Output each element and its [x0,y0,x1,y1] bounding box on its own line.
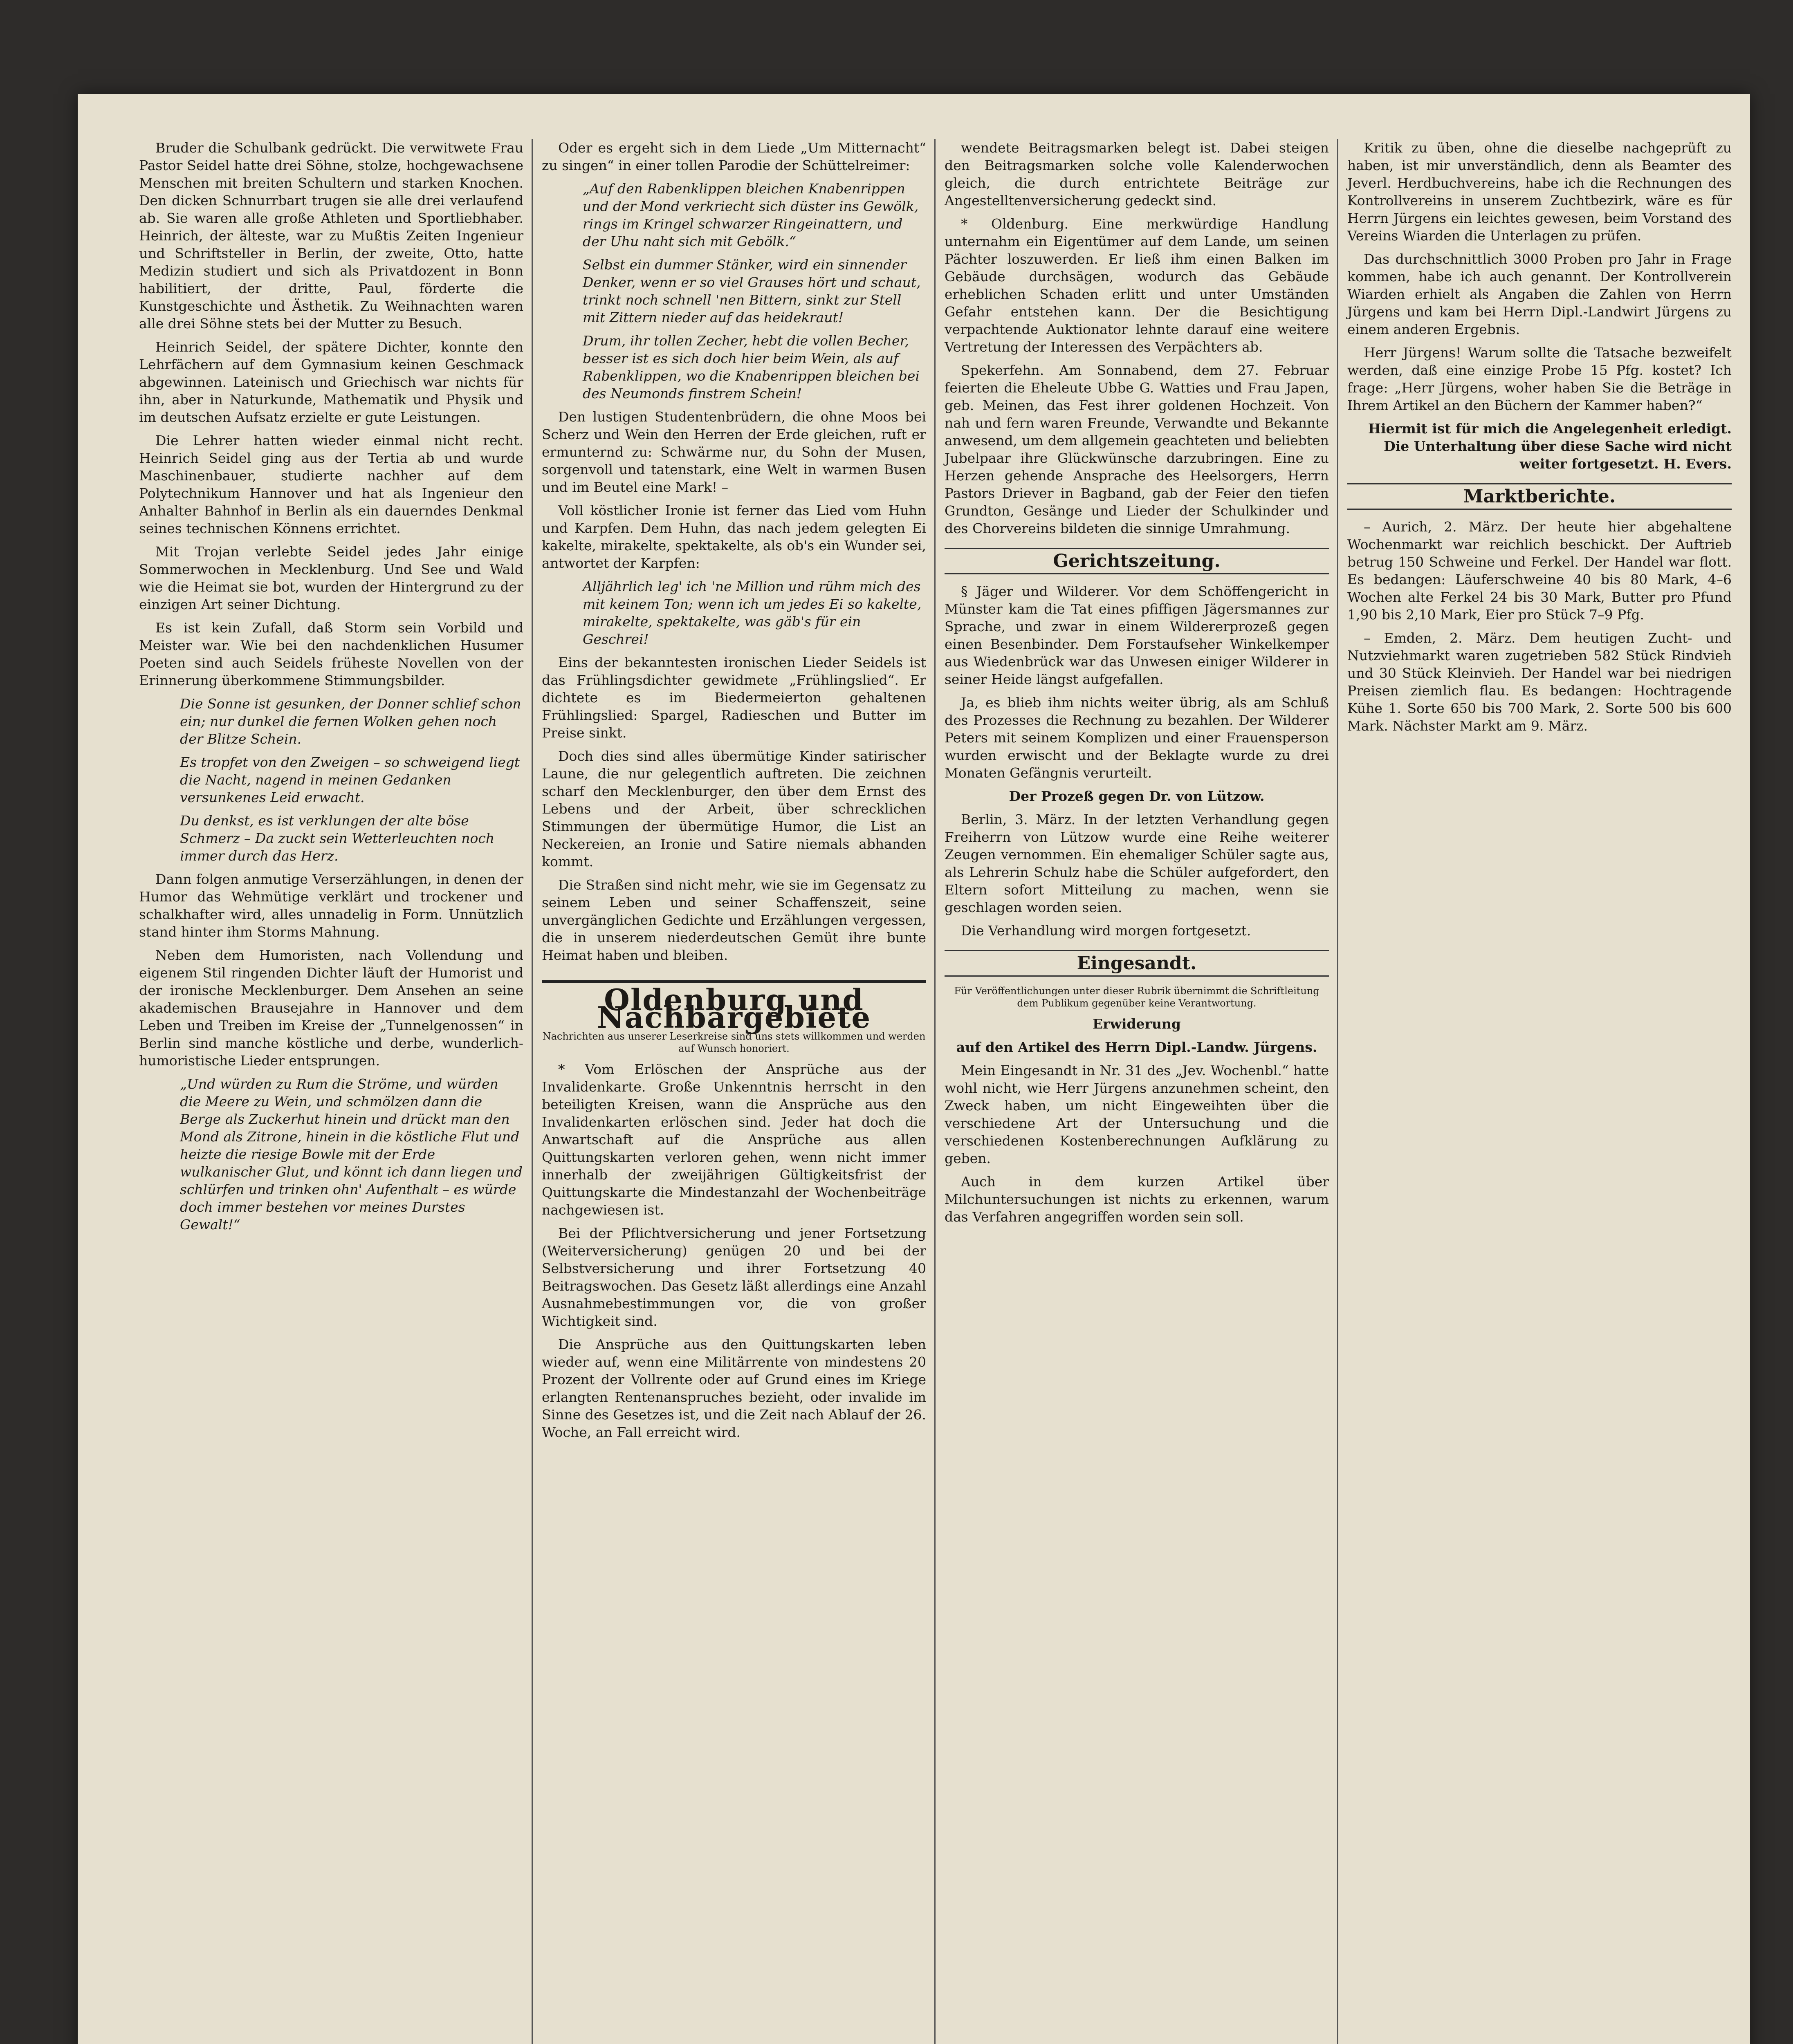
paragraph: – Emden, 2. März. Dem heutigen Zucht- und Nutzviehmarkt waren zugetrieben 582 Stück Rindvieh und 30 Stück Kleinvieh. Der Handel war bei niedrigen Preisen ziemlich flau. Es bedangen: Hochtragende Kühe 1. Sorte 650 bis 700 Mark, 2. Sorte 500 bis 600 Mark. Nächster Markt am 9. März. [1347,630,1732,734]
paragraph: Voll köstlicher Ironie ist ferner das Lied vom Huhn und Karpfen. Dem Huhn, das nach jedem gelegten Ei kakelte, mirakelte, spektakelte, als ob's ein Wunder sei, antwortet der Karpfen: [542,502,926,571]
column-1 [139,139,523,1239]
paragraph: Bruder die Schulbank gedrückt. Die verwitwete Frau Pastor Seidel hatte drei Söhne, stolze, hochgewachsene Menschen mit breiten Schultern und starken Knochen. Den dicken Schnurrbart trugen sie alle drei verlaufend ab. Sie waren alle große Athleten und Sportliebhaber. Heinrich, der älteste, war zu Mußtis Zeiten Ingenieur und Schriftsteller in Berlin, der zweite, Otto, hatte Medizin studiert und sich als Privatdozent in Bonn habilitiert, der dritte, Paul, förderte die Kunstgeschichte und Ästhetik. Zu Weihnachten waren alle drei Söhne stets bei der Mutter zu Besuch. [139,140,523,332]
paragraph: Neben dem Humoristen, nach Vollendung und eigenem Stil ringenden Dichter läuft der Humorist und der ironische Mecklenburger. Dem Ansehen an seine akademischen Brausejahre in Hannover und dem Leben und Treiben im Kreise der „Tunnelgenossen“ in Berlin sind manche köstliche und derbe, wunderlich-humoristische Lieder entsprungen. [139,947,523,1069]
paragraph: Die Verhandlung wird morgen fortgesetzt. [961,923,1251,939]
paragraph: Herr Jürgens! Warum sollte die Tatsache bezweifelt werden, daß eine einzige Probe 15 Pfg. kostet? Ich frage: „Herr Jürgens, woher haben Sie die Beträge in Ihrem Artikel an den Büchern der Kammer haben?“ [1347,345,1732,413]
section-heading: Marktberichte. [1347,483,1732,510]
poem-stanza: Alljährlich leg' ich 'ne Million und rühm mich des mit keinem Ton; wenn ich um jedes Ei so kakelte, mirakelte, spektakelte, was gäb's für ein Geschrei! [583,578,922,647]
section-note: Für Veröffentlichungen unter dieser Rubrik übernimmt die Schriftleitung dem Publikum gegenüber keine Verantwortung. [954,985,1320,1009]
paragraph: Den lustigen Studentenbrüdern, die ohne Moos bei Scherz und Wein den Herren der Erde gleichen, ruft er ermunternd zu: Schwärme nur, du Sohn der Musen, sorgenvoll und tatenstark, eine Welt in warmen Busen und im Beutel eine Mark! – [542,409,926,495]
section-note: Nachrichten aus unserer Leserkreise sind uns stets willkommen und werden auf Wunsch honoriert. [542,1031,926,1054]
paragraph: Berlin, 3. März. In der letzten Verhandlung gegen Freiherrn von Lützow wurde eine Reihe weiterer Zeugen vernommen. Ein ehemaliger Schüler sagte aus, als Lehrerin Schulz habe die Schüler aufgefordert, den Eltern sofort Mitteilung zu machen, wenn sie geschlagen worden seien. [945,811,1329,915]
paragraph: – Aurich, 2. März. Der heute hier abgehaltene Wochenmarkt war reichlich beschickt. Der Auftrieb betrug 150 Schweine und Ferkel. Der Handel war flott. Es bedangen: Läuferschweine 40 bis 80 Mark, 4–6 Wochen alte Ferkel 24 bis 30 Mark, Butter pro Pfund 1,90 bis 2,10 Mark, Eier pro Stück 7–9 Pfg. [1347,519,1732,623]
paragraph: Dann folgen anmutige Verserzählungen, in denen der Humor das Wehmütige verklärt und trockener und schalkhafter wird, alles unnadelig in Form. Unnützlich stand hinter ihm Storms Mahnung. [139,871,523,940]
column-rule [1337,139,1338,2044]
paragraph: Eins der bekanntesten ironischen Lieder Seidels ist das Frühlingsdichter gewidmete „Frühlingslied“. Er dichtete es im Biedermeierton gehaltenen Frühlingslied: Spargel, Radieschen und Butter im Preise sinkt. [542,654,926,741]
newspaper-page [78,94,1750,2044]
column-4 [1347,139,1732,740]
paragraph: * Oldenburg. Eine merkwürdige Handlung unternahm ein Eigentümer auf dem Lande, um seinen Pächter loszuwerden. Er ließ ihm einen Balken im Gebäude durchsägen, wodurch das Gebäude erheblichen Schaden erlitt und unter Umständen Gefahr entstehen kann. Der die Besichtigung verpachtende Auktionator lehnte darauf eine weitere Vertretung der Interessen des Verpächters ab. [945,216,1329,355]
column-rule [532,139,533,2044]
paragraph: Oder es ergeht sich in dem Liede „Um Mitternacht“ zu singen“ in einer tollen Parodie der Schüttelreimer: [542,140,926,173]
poem-stanza: Du denkst, es ist verklungen der alte böse Schmerz – Da zuckt sein Wetterleuchten noch immer durch das Herz. [180,813,495,864]
paragraph: Die Straßen sind nicht mehr, wie sie im Gegensatz zu seinem Leben und seiner Schaffenszeit, seine unvergänglichen Gedichte und Erzählungen vergessen, die in unserem niederdeutschen Gemüt ihre bunte Heimat haben und bleiben. [542,877,926,963]
paragraph: § Jäger und Wilderer. Vor dem Schöffengericht in Münster kam die Tat eines pfiffigen Jägersmannes zur Sprache, und zwar in einem Wildererprozeß gegen einen Besenbinder. Dem Forstaufseher Winkelkemper aus Wiedenbrück war das Unwesen einiger Wilderer in seiner Heide längst aufgefallen. [945,583,1329,687]
column-2 [542,139,926,1447]
paragraph: * Vom Erlöschen der Ansprüche aus der Invalidenkarte. Große Unkenntnis herrscht in den beteiligten Kreisen, wann die Ansprüche aus den Invalidenkarten erlöschen sind. Jeder hat doch die Anwartschaft auf die Ansprüche aus allen Quittungskarten verloren gehen, wenn nicht immer innerhalb der zweijährigen Gültigkeitsfrist der Quittungskarte die Mindestanzahl der Wochenbeiträge nachgewiesen ist. [542,1061,926,1218]
paragraph: Auch in dem kurzen Artikel über Milchuntersuchungen ist nichts zu erkennen, warum das Verfahren angegriffen worden sein soll. [945,1174,1329,1225]
poem-stanza: Drum, ihr tollen Zecher, hebt die vollen Becher, besser ist es sich doch hier beim Wein, als auf Rabenklippen, wo die Knabenrippen bleichen bei des Neumonds finstrem Schein! [583,333,920,401]
poem-stanza: Die Sonne ist gesunken, der Donner schlief schon ein; nur dunkel die fernen Wolken gehen noch der Blitze Schein. [180,696,521,747]
subheading: auf den Artikel des Herrn Dipl.-Landw. Jürgens. [956,1039,1317,1055]
signature-paragraph: Hiermit ist für mich die Angelegenheit erledigt. Die Unterhaltung über diese Sache wird nicht weiter fortgesetzt. H. Evers. [1368,421,1732,472]
poem-stanza: „Auf den Rabenklippen bleichen Knabenrippen und der Mond verkriecht sich düster ins Gewölk, rings im Kringel schwarzer Ringeinattern, und der Uhu naht sich mit Gebölk.“ [583,181,919,249]
paragraph: Die Lehrer hatten wieder einmal nicht recht. Heinrich Seidel ging aus der Tertia ab und wurde Maschinenbauer, studierte nachher auf dem Polytechnikum Hannover und hat als Ingenieur den Anhalter Bahnhof in Berlin als ein dauerndes Denkmal seines technischen Könnens errichtet. [139,433,523,536]
paragraph: Kritik zu üben, ohne die dieselbe nachgeprüft zu haben, ist mir unverständlich, denn als Beamter des Jeverl. Herdbuchvereins, habe ich die Rechnungen des Kontrollvereins in unserem Zuchtbezirk, wäre es für Herrn Jürgens ein leichtes gewesen, beim Vorstand des Vereins Wiarden die Unterlagen zu prüfen. [1347,140,1732,244]
paragraph: Mein Eingesandt in Nr. 31 des „Jev. Wochenbl.“ hatte wohl nicht, wie Herr Jürgens anzunehmen scheint, den Zweck haben, um nicht Eingeweihten über die verschiedene Art der Untersuchung und die verschiedenen Kostenberechnungen Aufklärung zu geben. [945,1062,1329,1166]
column-rule [934,139,936,2044]
poem-stanza: Selbst ein dummer Stänker, wird ein sinnender Denker, wenn er so viel Grauses hört und schaut, trinkt noch schnell 'nen Bittern, sinkt zur Stell mit Zittern nieder auf das heidekraut! [583,257,921,325]
paragraph: Heinrich Seidel, der spätere Dichter, konnte den Lehrfächern auf dem Gymnasium keinen Geschmack abgewinnen. Lateinisch und Griechisch war nichts für ihn, aber in Naturkunde, Mathematik und Physik und im deutschen Aufsatz erzielte er gute Leistungen. [139,339,523,425]
paragraph: Bei der Pflichtversicherung und jener Fortsetzung (Weiterversicherung) genügen 20 und bei der Selbstversicherung und ihrer Fortsetzung 40 Beitragswochen. Das Gesetz läßt allerdings eine Anzahl Ausnahmebestimmungen vor, die von großer Wichtigkeit sind. [542,1225,926,1329]
paragraph: Es ist kein Zufall, daß Storm sein Vorbild und Meister war. Wie bei den nachdenklichen Husumer Poeten sind auch Seidels früheste Novellen von der Erinnerung überkommene Stimmungsbilder. [139,620,523,688]
paragraph: Ja, es blieb ihm nichts weiter übrig, als am Schluß des Prozesses die Rechnung zu bezahlen. Der Wilderer Peters mit seinem Komplizen und einer Frauensperson wurden erwischt und der Beklagte wurde zu drei Monaten Gefängnis verurteilt. [945,695,1329,781]
paragraph: Spekerfehn. Am Sonnabend, dem 27. Februar feierten die Eheleute Ubbe G. Watties und Frau Japen, geb. Meinen, das Fest ihrer goldenen Hochzeit. Von nah und fern waren Freunde, Verwandte und Bekannte anwesend, um dem allgemein geachteten und beliebten Jubelpaar ihre Glückwünsche darzubringen. Eine zu Herzen gehende Ansprache des Heelsorgers, Herrn Pastors Driever in Bagband, gab der Feier den tiefen Grundton, Gesänge und Lieder der Schulkinder und des Chorvereins bildeten die sinnige Umrahmung. [945,362,1329,536]
paragraph: Mit Trojan verlebte Seidel jedes Jahr einige Sommerwochen in Mecklenburg. Und See und Wald wie die Heimat sie bot, wurden der Hintergrund zu der einzigen Art seiner Dichtung. [139,544,523,612]
poem-stanza: Es tropfet von den Zweigen – so schweigend liegt die Nacht, nagend in meinen Gedanken versunkenes Leid erwacht. [180,754,520,805]
paragraph: Die Ansprüche aus den Quittungskarten leben wieder auf, wenn eine Militärrente von mindestens 20 Prozent der Vollrente oder auf Grund eines im Kriege erlangten Rentenanspruches bezieht, oder invalide im Sinne des Gesetzes ist, und die Zeit nach Ablauf der 26. Woche, an Fall erreicht wird. [542,1336,926,1440]
section-heading: Eingesandt. [945,950,1329,977]
subheading: Der Prozeß gegen Dr. von Lützow. [1009,788,1265,804]
paragraph: wendete Beitragsmarken belegt ist. Dabei steigen den Beitragsmarken solche volle Kalenderwochen gleich, die durch entrichtete Beiträge zur Angestelltenversicherung gedeckt sind. [945,140,1329,208]
subheading: Erwiderung [1093,1016,1181,1032]
section-banner: Oldenburg und Nachbargebiete [542,980,926,1026]
poem-stanza: „Und würden zu Rum die Ströme, und würden die Meere zu Wein, und schmölzen dann die Berge als Zuckerhut hinein und drückt man den Mond als Zitrone, hinein in die köstliche Flut und heizte die riesige Bowle mit der Erde wulkanischer Glut, und könnt ich dann liegen und schlürfen und trinken ohn' Aufenthalt – es würde doch immer bestehen vor meines Durstes Gewalt!“ [180,1076,523,1233]
column-3 [945,139,1329,1231]
paragraph: Das durchschnittlich 3000 Proben pro Jahr in Frage kommen, habe ich auch genannt. Der Kontrollverein Wiarden erhielt als Angaben die Zahlen von Herrn Jürgens und kam bei Herrn Dipl.-Landwirt Jürgens zu einem anderen Ergebnis. [1347,251,1732,337]
paragraph: Doch dies sind alles übermütige Kinder satirischer Laune, die nur gelegentlich auftreten. Die zeichnen scharf den Mecklenburger, den über dem Ernst des Lebens und der Arbeit, über schrecklichen Stimmungen der übermütige Humor, die List an Neckereien, an Ironie und Satire niemals abhanden kommt. [542,748,926,870]
section-heading: Gerichtszeitung. [945,548,1329,574]
